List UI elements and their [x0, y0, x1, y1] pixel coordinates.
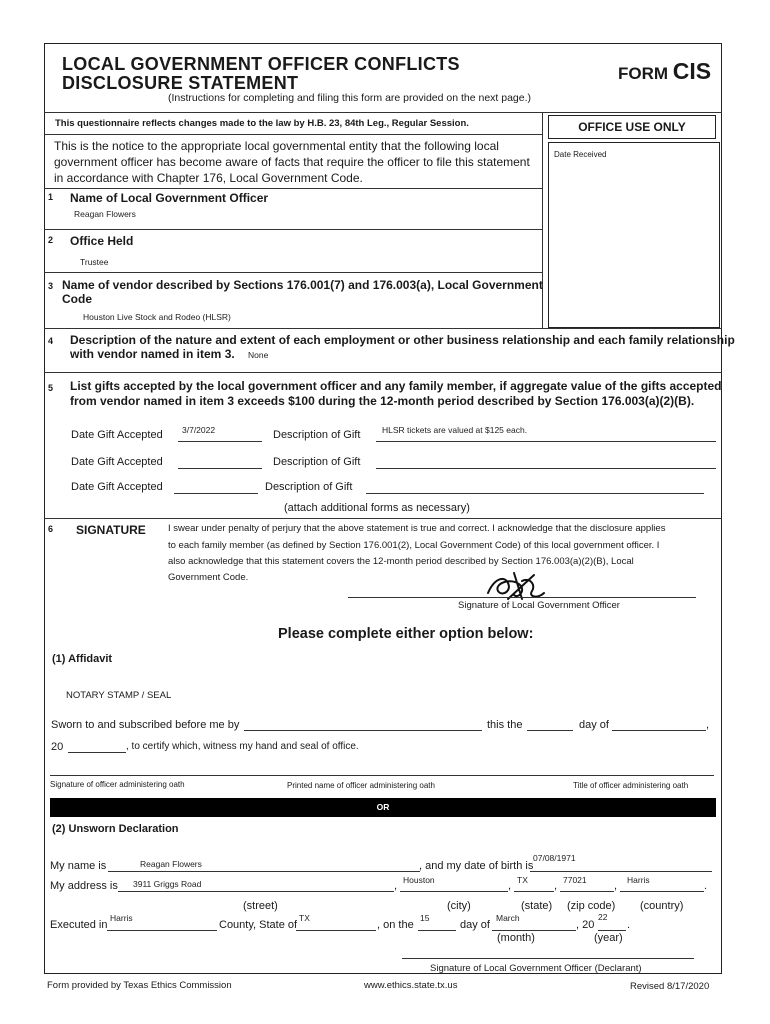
- dob-value[interactable]: 07/08/1971: [533, 853, 576, 863]
- exec-month-value[interactable]: March: [496, 913, 520, 923]
- my-address-text: My address is: [50, 880, 118, 892]
- notice-line: government officer has become aware of facts that require the officer to file this statement: [54, 155, 530, 169]
- oath-line: also acknowledge that this statement covers the 12-month period described by Section 176.003(a)(2)(B), Local: [168, 556, 634, 567]
- year-caption: (year): [594, 932, 623, 944]
- item-5-label: from vendor named in item 3 exceeds $100 during the 12-month period described by Section 176.003(a)(2)(B).: [70, 394, 695, 408]
- declarant-signature-line[interactable]: [402, 958, 694, 959]
- on-the-text: , on the: [377, 919, 414, 931]
- county-value[interactable]: Harris: [110, 913, 133, 923]
- zip-value[interactable]: 77021: [563, 875, 587, 885]
- gift-date-line[interactable]: [178, 468, 262, 469]
- declarant-name-line[interactable]: [108, 871, 420, 872]
- city-line[interactable]: [400, 891, 508, 892]
- options-heading: Please complete either option below:: [278, 626, 534, 642]
- street-value[interactable]: 3911 Griggs Road: [133, 879, 202, 889]
- gift-1-date[interactable]: 3/7/2022: [182, 425, 216, 435]
- exec-day-line[interactable]: [418, 930, 456, 931]
- divider: [542, 112, 543, 328]
- office-use-box: [548, 142, 720, 328]
- instructions-note: (Instructions for completing and filing this form are provided on the next page.): [168, 92, 532, 104]
- dob-line[interactable]: [530, 871, 712, 872]
- signature-line[interactable]: [348, 597, 696, 598]
- gift-date-line: [178, 441, 262, 442]
- form-code: [618, 58, 711, 85]
- sworn-text: Sworn to and subscribed before me by: [51, 719, 240, 731]
- date-gift-label: Date Gift Accepted: [71, 481, 163, 493]
- oath-line: to each family member (as defined by Section 176.001(2), Local Government Code) of this local government officer. I: [168, 540, 660, 551]
- signature-caption: Signature of Local Government Officer: [458, 600, 620, 611]
- street-line[interactable]: [118, 891, 394, 892]
- item-2-label: Office Held: [70, 234, 134, 248]
- exec-state-value[interactable]: TX: [299, 913, 310, 923]
- date-received-label: Date Received: [554, 150, 607, 159]
- gift-desc-line[interactable]: [366, 493, 704, 494]
- form-code-value: CIS: [672, 58, 712, 84]
- country-line[interactable]: [620, 891, 704, 892]
- footer-provided-by: Form provided by Texas Ethics Commission: [47, 980, 232, 991]
- divider: [44, 518, 722, 519]
- day-of-text: day of: [579, 719, 609, 731]
- office-held-value[interactable]: Trustee: [80, 257, 109, 267]
- divider: [44, 134, 542, 135]
- or-divider-bar: OR: [50, 798, 716, 817]
- declarant-name-value[interactable]: Reagan Flowers: [140, 859, 202, 869]
- gift-desc-line: [376, 441, 716, 442]
- divider: [44, 328, 722, 329]
- notary-stamp-label: NOTARY STAMP / SEAL: [66, 690, 172, 701]
- exec-year-value[interactable]: 22: [598, 912, 608, 922]
- item-4-label: with vendor named in item 3.: [70, 347, 235, 361]
- certify-text: , to certify which, witness my hand and seal of office.: [126, 741, 359, 752]
- comma: ,: [508, 880, 512, 892]
- item-2-number: 2: [48, 235, 54, 245]
- divider: [44, 229, 542, 230]
- comma: ,: [614, 880, 618, 892]
- divider: [44, 272, 542, 273]
- country-value[interactable]: Harris: [627, 875, 650, 885]
- signature-label: SIGNATURE: [76, 523, 146, 537]
- relationship-value[interactable]: None: [248, 350, 269, 360]
- law-note: This questionnaire reflects changes made to the law by H.B. 23, 84th Leg., Regular Session.: [55, 118, 469, 129]
- state-caption: (state): [521, 900, 553, 912]
- item-4-number: 4: [48, 336, 54, 346]
- item-1-label: Name of Local Government Officer: [70, 191, 269, 205]
- date-gift-label: Date Gift Accepted: [71, 429, 163, 441]
- street-caption: (street): [243, 900, 278, 912]
- state-value[interactable]: TX: [517, 875, 528, 885]
- title-oath-label: Title of officer administering oath: [573, 781, 689, 790]
- period: .: [704, 880, 708, 892]
- zip-caption: (zip code): [567, 900, 616, 912]
- county-line[interactable]: [107, 930, 217, 931]
- item-3-label: Name of vendor described by Sections 176.001(7) and 176.003(a), Local Government: [62, 278, 543, 292]
- item-3-label: Code: [62, 292, 92, 306]
- notice-line: in accordance with Chapter 176, Local Government Code.: [54, 171, 363, 185]
- state-line[interactable]: [514, 891, 554, 892]
- item-1-number: 1: [48, 192, 54, 202]
- item-5-number: 5: [48, 383, 54, 393]
- exec-state-line[interactable]: [296, 930, 376, 931]
- officer-oath-signature-label: Signature of officer administering oath: [50, 780, 185, 789]
- notice-line: This is the notice to the appropriate local governmental entity that the following local: [54, 139, 499, 153]
- vendor-name-value[interactable]: Houston Live Stock and Rodeo (HLSR): [83, 312, 231, 322]
- city-caption: (city): [447, 900, 471, 912]
- sworn-name-line[interactable]: [244, 730, 482, 731]
- printed-name-label: Printed name of officer administering oath: [287, 781, 435, 790]
- year-prefix: 20: [51, 741, 64, 753]
- my-name-text: My name is: [50, 860, 107, 872]
- year-prefix: , 20: [576, 919, 595, 931]
- divider: [44, 372, 722, 373]
- oath-line: I swear under penalty of perjury that the above statement is true and correct. I acknowledge that the disclosure applies: [168, 523, 666, 534]
- gift-desc-label: Description of Gift: [273, 456, 361, 468]
- footer-revised: Revised 8/17/2020: [630, 981, 710, 992]
- period: .: [627, 919, 631, 931]
- form-label: FORM: [618, 64, 669, 83]
- divider: [44, 112, 722, 113]
- sworn-year-line[interactable]: [68, 752, 126, 753]
- gift-date-line[interactable]: [174, 493, 258, 494]
- this-the-text: this the: [487, 719, 523, 731]
- gift-1-description[interactable]: HLSR tickets are valued at $125 each.: [382, 425, 528, 435]
- dob-text: , and my date of birth is: [419, 860, 534, 872]
- day-of-text: day of: [460, 919, 490, 931]
- officer-name-value[interactable]: Reagan Flowers: [74, 209, 136, 219]
- item-4-label: Description of the nature and extent of each employment or other business relationship and each family relationship: [70, 333, 735, 347]
- comma: ,: [394, 880, 398, 892]
- declarant-caption: Signature of Local Government Officer (Declarant): [430, 963, 642, 974]
- exec-year-line[interactable]: [598, 930, 626, 931]
- affidavit-heading: (1) Affidavit: [52, 653, 113, 665]
- exec-month-line[interactable]: [492, 930, 576, 931]
- office-use-heading: OFFICE USE ONLY: [548, 115, 716, 139]
- comma: ,: [706, 719, 710, 731]
- form-title-line2: DISCLOSURE STATEMENT: [62, 73, 299, 93]
- gift-desc-label: Description of Gift: [265, 481, 353, 493]
- oath-line: Government Code.: [168, 572, 249, 583]
- footer-website[interactable]: www.ethics.state.tx.us: [364, 980, 458, 991]
- divider: [44, 188, 542, 189]
- gift-desc-line[interactable]: [376, 468, 716, 469]
- unsworn-heading: (2) Unsworn Declaration: [52, 823, 179, 835]
- city-value[interactable]: Houston: [403, 875, 435, 885]
- sworn-day-line[interactable]: [527, 730, 573, 731]
- date-gift-label: Date Gift Accepted: [71, 456, 163, 468]
- zip-line[interactable]: [560, 891, 614, 892]
- comma: ,: [554, 880, 558, 892]
- executed-in-text: Executed in: [50, 919, 108, 931]
- attach-note: (attach additional forms as necessary): [284, 502, 470, 514]
- sworn-month-line[interactable]: [612, 730, 706, 731]
- item-6-number: 6: [48, 524, 54, 534]
- exec-day-value[interactable]: 15: [420, 913, 430, 923]
- item-5-label: List gifts accepted by the local government officer and any family member, if aggregate value of the gifts accepted: [70, 379, 722, 393]
- month-caption: (month): [497, 932, 535, 944]
- form-title-line1: LOCAL GOVERNMENT OFFICER CONFLICTS: [62, 54, 460, 74]
- county-state-text: County, State of: [219, 919, 298, 931]
- item-3-number: 3: [48, 281, 54, 291]
- country-caption: (country): [640, 900, 684, 912]
- gift-desc-label: Description of Gift: [273, 429, 361, 441]
- oath-signature-line[interactable]: [50, 775, 714, 776]
